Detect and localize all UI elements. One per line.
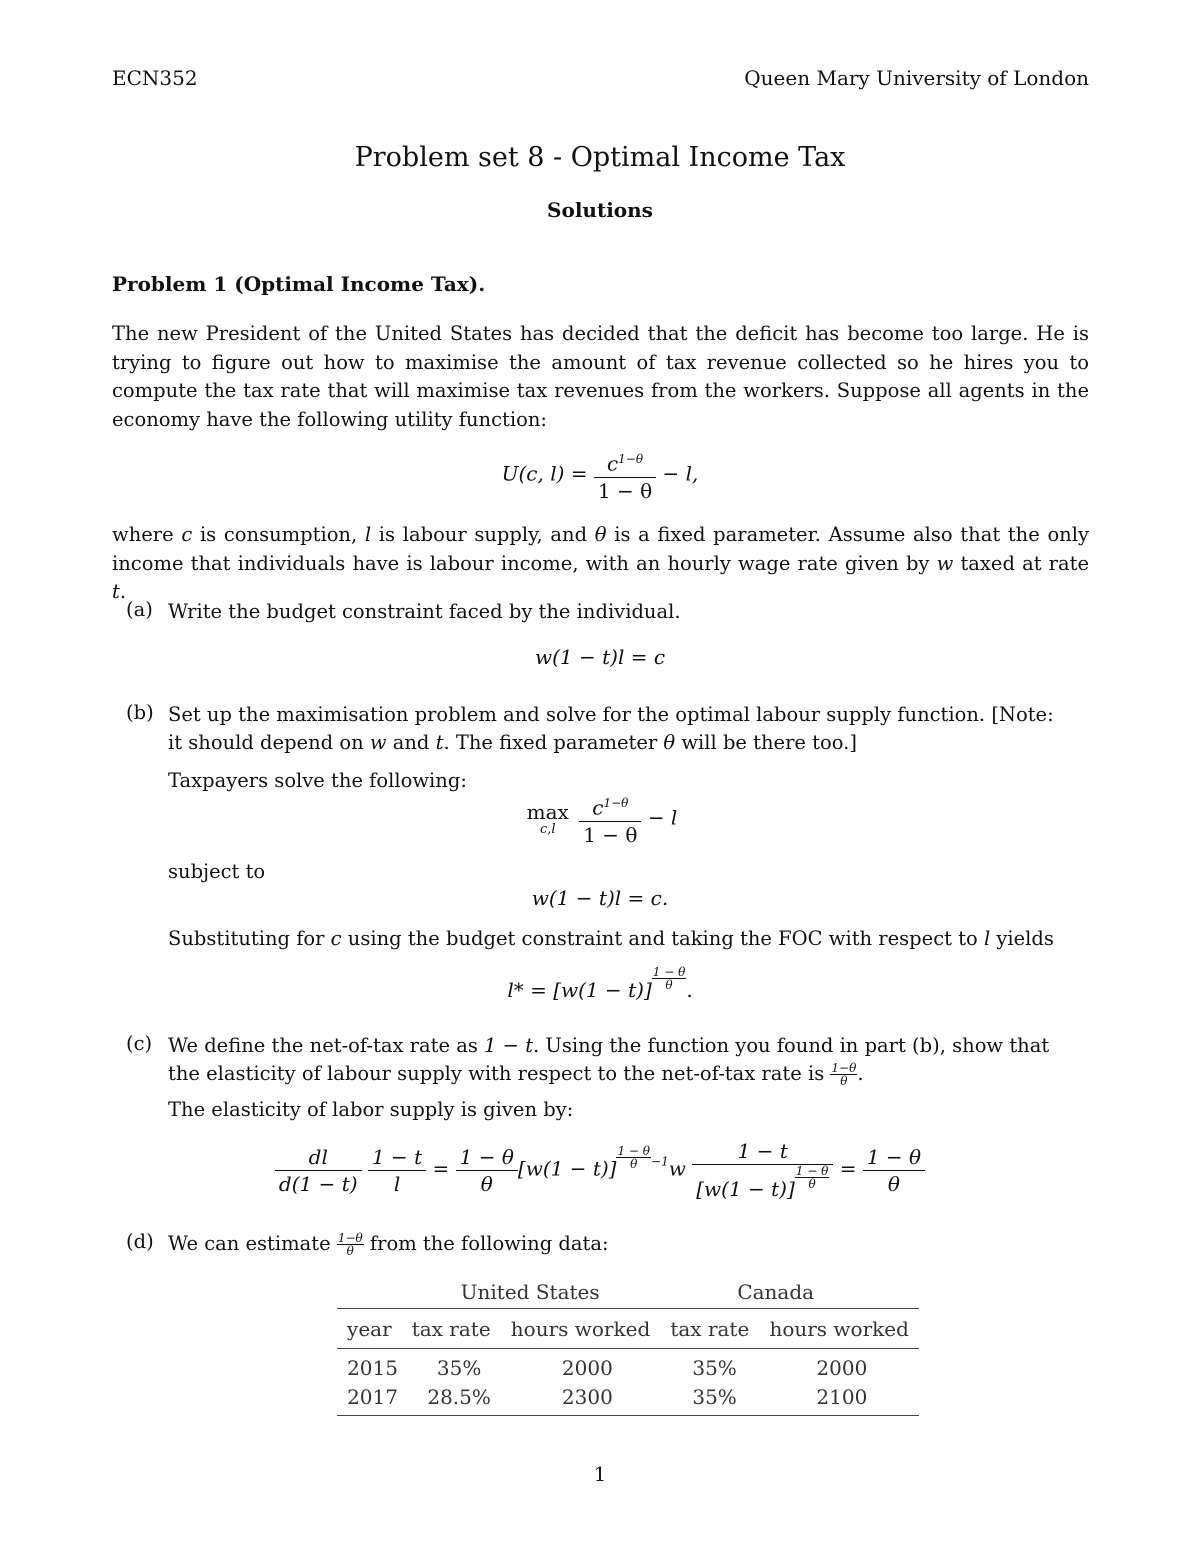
inline-fraction [337, 1232, 364, 1257]
text-span: is consumption, [192, 523, 365, 546]
utility-fraction [594, 446, 656, 504]
utility-equation [0, 446, 1200, 504]
frac-den: l [393, 1171, 401, 1196]
var-w: w [369, 731, 387, 754]
var-theta: θ [663, 731, 676, 754]
table-rule-mid [337, 1348, 919, 1349]
text-span: yields [990, 927, 1054, 950]
text-span: will be there too.] [675, 731, 857, 754]
header-institution: Queen Mary University of London [744, 66, 1089, 90]
frac-den: θ [840, 1074, 848, 1088]
cell-year: 2017 [347, 1384, 398, 1409]
equals-sign: = [839, 1156, 857, 1181]
definitions-paragraph [112, 521, 1089, 607]
exp-den: θ [630, 1156, 638, 1171]
part-b-label: (b) [126, 701, 154, 724]
var-c: c [181, 523, 193, 546]
cell-ca-tax: 35% [692, 1355, 737, 1380]
page-number: 1 [593, 1462, 607, 1486]
table-cell-empty [337, 1276, 376, 1308]
max-rest: − l [647, 805, 678, 830]
text-span: using the budget constraint and taking the FOC with respect to [341, 927, 984, 950]
budget-equation-b: w(1 − t)l = c. [531, 886, 669, 910]
document-subtitle: Solutions [547, 198, 653, 222]
var-l: l [364, 523, 372, 546]
exp-minus-one: −1 [651, 1154, 669, 1169]
part-b-text-line4 [168, 925, 1089, 954]
inline-fraction [830, 1062, 857, 1087]
exp-num: 1 − θ [795, 1164, 829, 1178]
col-ca-hours: hours worked [769, 1316, 909, 1341]
elasticity-equation [0, 1138, 1200, 1202]
part-c-text-line2 [168, 1060, 1089, 1089]
data-table [337, 1276, 919, 1308]
header-course-code: ECN352 [112, 66, 198, 90]
frac-num: 1 − t [692, 1138, 833, 1165]
max-fraction [579, 790, 641, 848]
text-span: taxed at rate [953, 551, 1089, 575]
den-exponent [795, 1165, 830, 1190]
equals-sign: = [432, 1156, 450, 1181]
text-span: it should depend on [168, 731, 370, 754]
var-t: t [435, 731, 444, 754]
var-w: w [936, 551, 954, 575]
frac-num: 1−θ [337, 1231, 363, 1245]
text-span: and [386, 731, 436, 754]
subject-to-label: subject to [168, 860, 266, 883]
equation-period: . [686, 978, 693, 1002]
part-d-text [168, 1230, 1089, 1259]
exp-num: 1 − θ [652, 965, 686, 979]
math-span: 1 − t [484, 1034, 534, 1057]
text-span: We can estimate [168, 1232, 337, 1255]
part-b-text-line1: Set up the maximisation problem and solve for the optimal labour supply function. [Note: [168, 703, 1054, 726]
table-rule-bottom [337, 1415, 919, 1416]
table-column-header [337, 1309, 919, 1348]
max-num: c [592, 795, 604, 820]
text-span: where [112, 523, 182, 546]
cell-ca-hours: 2100 [816, 1384, 868, 1409]
table-row [337, 1353, 919, 1382]
text-span: is labour supply, and [371, 523, 595, 546]
text-span: Substituting for [168, 927, 331, 950]
part-c-label: (c) [126, 1032, 153, 1055]
text-span: . [119, 580, 127, 603]
elasticity-frac-theta [456, 1144, 518, 1197]
utility-rest: − l, [662, 461, 699, 486]
frac-den: d(1 − t) [278, 1171, 358, 1196]
utility-lhs: U(c, l) = [501, 461, 588, 486]
utility-den: 1 − θ [597, 478, 653, 503]
elasticity-frac-result [863, 1144, 925, 1197]
data-table-rows [337, 1353, 919, 1411]
labour-supply-equation [0, 966, 1200, 1002]
text-span: is a fixed parameter. Assume also that the only income that individuals have is labour income, with an hourly wage rate given by [112, 523, 1089, 575]
var-c: c [330, 927, 342, 950]
frac-den: θ [480, 1171, 493, 1196]
max-subscript: c,l [539, 821, 556, 837]
var-theta: θ [594, 523, 607, 546]
var-l: l [983, 927, 991, 950]
frac-den: [w(1 − t)] [696, 1177, 795, 1201]
max-operator [523, 801, 573, 837]
maximisation-equation [0, 790, 1200, 848]
frac-num: 1 − θ [456, 1144, 518, 1171]
max-num-exp: 1−θ [603, 796, 629, 810]
table-row [337, 1382, 919, 1411]
cell-us-hours: 2300 [561, 1384, 613, 1409]
col-ca-tax-rate: tax rate [670, 1316, 750, 1341]
cell-ca-hours: 2000 [816, 1355, 868, 1380]
part-b-text-line2 [168, 729, 1089, 758]
text-span: the elasticity of labour supply with respect to the net-of-tax rate is [168, 1062, 831, 1085]
frac-num: 1 − t [368, 1144, 426, 1171]
labour-supply-exponent [652, 966, 687, 991]
max-den: 1 − θ [583, 822, 638, 847]
max-word: max [526, 799, 569, 824]
group-united-states: United States [460, 1280, 600, 1304]
labour-supply-lhs: l* = [w(1 − t)] [507, 978, 652, 1002]
cell-us-hours: 2000 [561, 1355, 613, 1380]
problem-title: Problem 1 (Optimal Income Tax). [112, 272, 486, 296]
cell-us-tax: 35% [436, 1355, 482, 1380]
cell-us-tax: 28.5% [427, 1384, 491, 1409]
table-cell-empty [685, 1276, 724, 1308]
frac-num: 1−θ [831, 1061, 857, 1075]
part-d-label: (d) [126, 1230, 154, 1253]
frac-den: θ [346, 1244, 354, 1258]
col-year: year [347, 1316, 392, 1341]
text-span: . The fixed parameter [443, 731, 664, 754]
frac-den: θ [887, 1171, 900, 1196]
cell-year: 2015 [347, 1355, 398, 1380]
text-span: We define the net-of-tax rate as [168, 1034, 485, 1057]
part-b-text-line3: Taxpayers solve the following: [168, 769, 467, 792]
data-table-body [337, 1309, 919, 1348]
part-c-text-line3: The elasticity of labor supply is given by: [168, 1098, 574, 1121]
var-w: w [668, 1156, 686, 1181]
col-us-hours: hours worked [510, 1316, 651, 1341]
frac-num: dl [275, 1144, 362, 1171]
exp-den: θ [808, 1177, 816, 1191]
elasticity-frac-dl [275, 1144, 362, 1197]
group-canada: Canada [737, 1280, 815, 1304]
budget-constraint-equation: w(1 − t)l = c [534, 645, 666, 669]
elasticity-exponent [616, 1145, 651, 1170]
frac-num: 1 − θ [863, 1144, 925, 1171]
col-us-tax-rate: tax rate [411, 1316, 491, 1341]
exp-num: 1 − θ [617, 1143, 651, 1158]
part-c-text-line1 [168, 1032, 1089, 1061]
utility-num-exp: 1−θ [618, 452, 644, 466]
exp-den: θ [665, 978, 673, 992]
elasticity-frac-ratio [368, 1144, 426, 1197]
elasticity-bracket: [w(1 − t)] [517, 1156, 617, 1181]
var-t: t [112, 580, 120, 603]
intro-paragraph: The new President of the United States has decided that the deficit has become too large. He is trying to figure out how to maximise the amount of tax revenue collected so he hires you to compute the tax rate that will maximise tax revenues from the workers. Suppose all agents in the economy have the following utility function: [112, 322, 1089, 431]
data-table-wrapper [337, 1276, 919, 1416]
document-title: Problem set 8 - Optimal Income Tax [354, 142, 846, 173]
part-a-label: (a) [126, 598, 153, 621]
text-span: . Using the function you found in part (b), show that [533, 1034, 1050, 1057]
table-group-header [337, 1276, 919, 1308]
cell-ca-tax: 35% [692, 1384, 737, 1409]
text-span: from the following data: [363, 1232, 609, 1255]
text-span: . [857, 1062, 864, 1085]
part-a-text: Write the budget constraint faced by the individual. [168, 600, 681, 623]
utility-num: c [606, 451, 619, 476]
elasticity-frac-denominator [692, 1138, 833, 1202]
